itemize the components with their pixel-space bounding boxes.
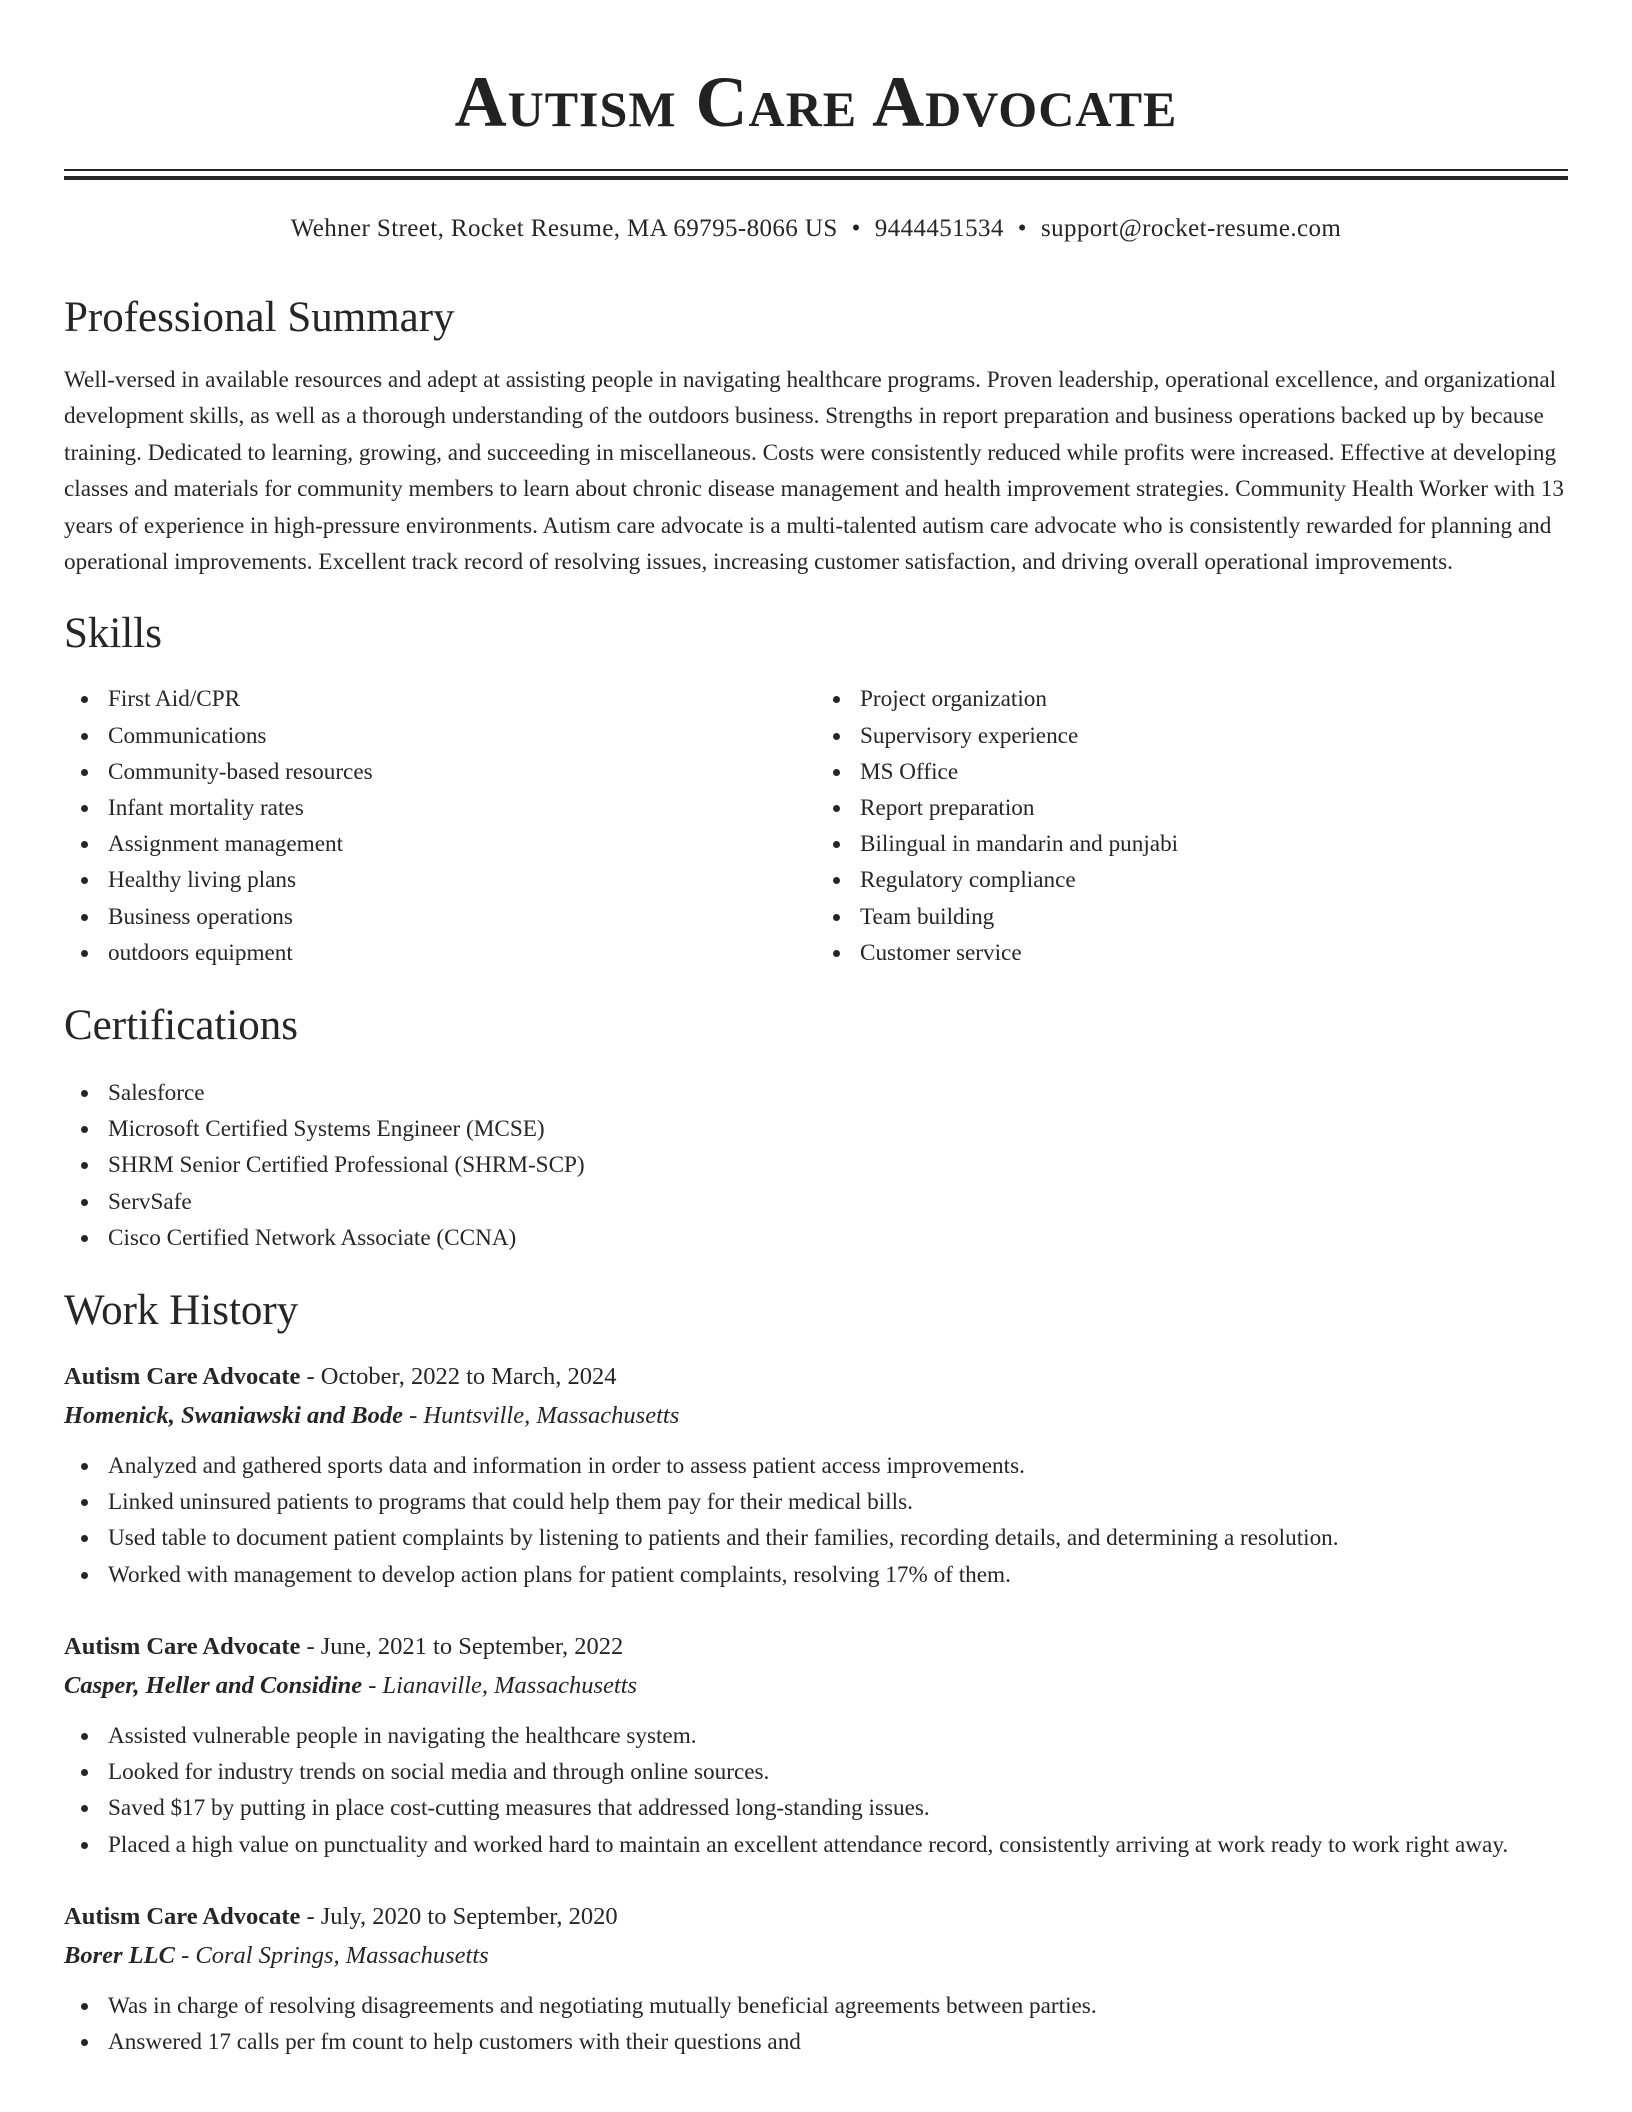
header-rule-thin bbox=[64, 169, 1568, 171]
job-entry bbox=[64, 1899, 1568, 2060]
job-location: - Lianaville, Massachusetts bbox=[368, 1671, 638, 1699]
job-bullet-list bbox=[64, 1448, 1568, 1593]
certification-item: Cisco Certified Network Associate (CCNA) bbox=[108, 1220, 1568, 1256]
work-history-heading: Work History bbox=[64, 1287, 299, 1335]
skills-list-left bbox=[64, 681, 816, 971]
contact-phone: 9444451534 bbox=[874, 215, 1004, 242]
job-bullet: Assisted vulnerable people in navigating the healthcare system. bbox=[108, 1718, 1568, 1754]
contact-separator: • bbox=[1017, 215, 1027, 242]
skill-item: Regulatory compliance bbox=[860, 862, 1568, 898]
job-bullet: Saved $17 by putting in place cost-cutting measures that addressed long-standing issues. bbox=[108, 1790, 1568, 1826]
job-location: - Coral Springs, Massachusetts bbox=[181, 1941, 489, 1969]
skill-item: Report preparation bbox=[860, 790, 1568, 826]
skill-item: Healthy living plans bbox=[108, 862, 816, 898]
job-company-line bbox=[64, 1398, 1568, 1434]
certification-item: ServSafe bbox=[108, 1184, 1568, 1220]
job-title-line bbox=[64, 1359, 1568, 1395]
skills-list-right bbox=[816, 681, 1568, 971]
skill-item: Infant mortality rates bbox=[108, 790, 816, 826]
summary-heading: Professional Summary bbox=[64, 294, 455, 341]
job-bullet: Answered 17 calls per fm count to help customers with their questions and bbox=[108, 2024, 1568, 2060]
candidate-name: Autism Care Advocate bbox=[454, 62, 1178, 142]
job-title: Autism Care Advocate bbox=[64, 1902, 301, 1930]
job-bullet: Was in charge of resolving disagreements and negotiating mutually beneficial agreements between parties. bbox=[108, 1988, 1568, 2024]
job-company: Homenick, Swaniawski and Bode bbox=[64, 1402, 403, 1430]
job-bullet-list bbox=[64, 1988, 1568, 2060]
job-company: Casper, Heller and Considine bbox=[64, 1671, 363, 1699]
skill-item: Business operations bbox=[108, 899, 816, 935]
job-title-line bbox=[64, 1899, 1568, 1935]
contact-line bbox=[64, 213, 1568, 245]
skills-columns bbox=[64, 681, 1568, 971]
skill-item: Customer service bbox=[860, 935, 1568, 971]
contact-email: support@rocket-resume.com bbox=[1040, 215, 1342, 242]
job-title: Autism Care Advocate bbox=[64, 1363, 301, 1391]
job-dates: - October, 2022 to March, 2024 bbox=[306, 1363, 617, 1391]
job-entry bbox=[64, 1629, 1568, 1863]
job-dates: - June, 2021 to September, 2022 bbox=[306, 1632, 624, 1660]
contact-address: Wehner Street, Rocket Resume, MA 69795-8066 US bbox=[290, 215, 838, 242]
certification-item: SHRM Senior Certified Professional (SHRM-SCP) bbox=[108, 1147, 1568, 1183]
job-company-line bbox=[64, 1938, 1568, 1974]
certification-item: Salesforce bbox=[108, 1075, 1568, 1111]
resume-page bbox=[64, 0, 1568, 2060]
job-bullet: Worked with management to develop action plans for patient complaints, resolving 17% of them. bbox=[108, 1557, 1568, 1593]
job-spacer bbox=[64, 1863, 1568, 1877]
job-dates: - July, 2020 to September, 2020 bbox=[306, 1902, 618, 1930]
header-rule-thick bbox=[64, 176, 1568, 180]
certification-item: Microsoft Certified Systems Engineer (MCSE) bbox=[108, 1111, 1568, 1147]
job-title-line bbox=[64, 1629, 1568, 1665]
skill-item: outdoors equipment bbox=[108, 935, 816, 971]
job-title: Autism Care Advocate bbox=[64, 1632, 301, 1660]
job-location: - Huntsville, Massachusetts bbox=[409, 1402, 680, 1430]
certifications-heading: Certifications bbox=[64, 1002, 299, 1050]
skill-item: Communications bbox=[108, 718, 816, 754]
job-bullet: Used table to document patient complaints by listening to patients and their families, recording details, and determining a resolution. bbox=[108, 1520, 1568, 1556]
job-spacer bbox=[64, 1593, 1568, 1607]
contact-separator: • bbox=[851, 215, 861, 242]
skill-item: MS Office bbox=[860, 754, 1568, 790]
job-bullet: Looked for industry trends on social media and through online sources. bbox=[108, 1754, 1568, 1790]
skill-item: First Aid/CPR bbox=[108, 681, 816, 717]
job-bullet: Placed a high value on punctuality and worked hard to maintain an excellent attendance record, consistently arriving at work ready to work right away. bbox=[108, 1827, 1568, 1863]
job-entry bbox=[64, 1359, 1568, 1593]
job-bullet-list bbox=[64, 1718, 1568, 1863]
job-company: Borer LLC bbox=[64, 1941, 175, 1969]
skill-item: Assignment management bbox=[108, 826, 816, 862]
skill-item: Project organization bbox=[860, 681, 1568, 717]
skill-item: Bilingual in mandarin and punjabi bbox=[860, 826, 1568, 862]
job-bullet: Analyzed and gathered sports data and information in order to assess patient access improvements. bbox=[108, 1448, 1568, 1484]
certifications-list bbox=[64, 1075, 1568, 1256]
skills-heading: Skills bbox=[64, 610, 162, 658]
job-company-line bbox=[64, 1668, 1568, 1704]
summary-text: Well-versed in available resources and adept at assisting people in navigating healthcare programs. Proven leadership, operational excellence, and organizational development skills, as well as a thorough understanding of the outdoors business. Strengths in report preparation and business operations backed up by because training. Dedicated to learning, growing, and succeeding in miscellaneous. Costs were consistently reduced while profits were increased. Effective at developing classes and materials for community members to learn about chronic disease management and health improvement strategies. Community Health Worker with 13 years of experience in high-pressure environments. Autism care advocate is a multi-talented autism care advocate who is consistently rewarded for planning and operational improvements. Excellent track record of resolving issues, increasing customer satisfaction, and driving overall operational improvements. bbox=[64, 367, 1564, 576]
skill-item: Community-based resources bbox=[108, 754, 816, 790]
skill-item: Supervisory experience bbox=[860, 718, 1568, 754]
job-bullet: Linked uninsured patients to programs that could help them pay for their medical bills. bbox=[108, 1484, 1568, 1520]
skill-item: Team building bbox=[860, 899, 1568, 935]
